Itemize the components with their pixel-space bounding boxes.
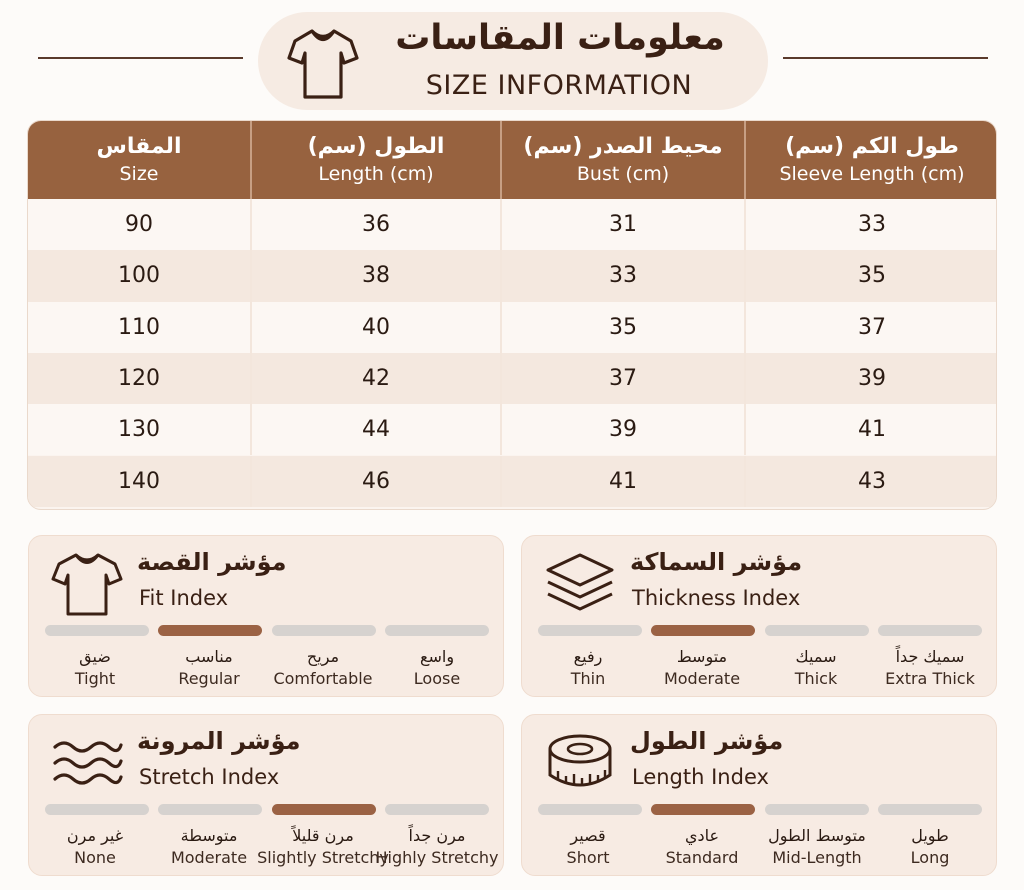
table-cell-length: 42 — [252, 353, 502, 404]
thickness-index-card — [521, 535, 997, 697]
table-cell-length: 40 — [252, 302, 502, 353]
fit-level-bar — [45, 625, 149, 636]
stretch-level-bar — [158, 804, 262, 815]
fit-option-loose — [379, 646, 495, 690]
table-header-row — [28, 121, 997, 199]
length-option-long — [872, 825, 988, 869]
column-header-label-ar: طول الكم (سم) — [785, 134, 959, 159]
fit-level-bar — [385, 625, 489, 636]
table-cell-bust: 39 — [502, 404, 746, 455]
table-cell-size: 100 — [28, 250, 252, 301]
length-option-short — [530, 825, 646, 869]
table-cell-sleeve: 35 — [858, 263, 886, 289]
option-label-en: Thick — [794, 669, 838, 688]
option-label-en: Tight — [74, 669, 116, 688]
option-label-ar: سميك — [795, 647, 837, 666]
table-cell-sleeve: 41 — [858, 417, 886, 443]
option-label-ar: مرن قليلاً — [292, 826, 354, 845]
column-header-size — [28, 121, 252, 199]
option-label-en: Regular — [178, 669, 240, 688]
length-index-card — [521, 714, 997, 876]
table-row — [28, 404, 997, 455]
table-cell-sleeve: 43 — [858, 468, 886, 494]
option-label-ar: واسع — [419, 647, 455, 666]
length-level-bar-selected — [651, 804, 755, 815]
stretch-level-bar-selected — [272, 804, 376, 815]
stretch-option-highly-stretchy — [371, 825, 503, 869]
table-cell-size: 140 — [28, 456, 252, 507]
fit-index-card — [28, 535, 504, 697]
option-label-en: Standard — [665, 848, 739, 867]
column-header-label-en: Size — [119, 163, 159, 185]
length-level-bar — [878, 804, 982, 815]
header-divider-right — [783, 57, 988, 59]
table-row — [28, 199, 997, 250]
option-label-ar: عادي — [684, 826, 720, 845]
thickness-option-thick — [758, 646, 874, 690]
option-label-en: None — [74, 848, 116, 867]
column-header-label-ar: الطول (سم) — [307, 134, 445, 159]
column-header-label-en: Length (cm) — [318, 163, 434, 185]
waves-icon — [51, 729, 123, 797]
table-cell-size: 110 — [28, 302, 252, 353]
stretch-option-moderate — [151, 825, 267, 869]
column-header-label-en: Sleeve Length (cm) — [779, 163, 965, 185]
column-header-length — [252, 121, 502, 199]
option-label-ar: متوسطة — [180, 826, 238, 845]
fit-option-regular — [151, 646, 267, 690]
option-label-ar: متوسط الطول — [768, 826, 866, 845]
thickness-option-thin — [530, 646, 646, 690]
table-cell-bust: 33 — [502, 250, 746, 301]
length-option-mid-length — [752, 825, 882, 869]
column-header-label-ar: المقاس — [96, 134, 182, 159]
table-cell-size: 120 — [28, 353, 252, 404]
fit-index-title-en: Fit Index — [139, 586, 229, 610]
option-label-ar: مرن جداً — [408, 826, 466, 845]
table-cell-size: 90 — [28, 199, 252, 250]
option-label-ar: طويل — [911, 826, 949, 845]
table-cell-bust: 35 — [502, 302, 746, 353]
fit-level-bar-selected — [158, 625, 262, 636]
length-level-bar — [765, 804, 869, 815]
option-label-ar: مناسب — [185, 647, 233, 666]
header-divider-left — [38, 57, 243, 59]
option-label-en: Loose — [413, 669, 461, 688]
fit-option-comfortable — [265, 646, 381, 690]
option-label-ar: قصير — [570, 826, 606, 845]
thickness-index-scale — [538, 625, 982, 637]
option-label-ar: مريح — [306, 647, 340, 666]
size-table — [27, 120, 997, 510]
table-row — [28, 456, 997, 507]
stretch-index-card — [28, 714, 504, 876]
option-label-ar: ضيق — [79, 647, 111, 666]
column-header-sleeve-length — [746, 121, 997, 199]
stretch-index-scale — [45, 804, 489, 816]
length-option-standard — [644, 825, 760, 869]
thickness-level-bar — [878, 625, 982, 636]
option-label-ar: سميك جداً — [895, 647, 965, 666]
table-row — [28, 250, 997, 301]
option-label-en: Comfortable — [273, 669, 373, 688]
option-label-en: Short — [566, 848, 610, 867]
option-label-en: Slightly Stretchy — [257, 848, 389, 867]
table-cell-bust: 31 — [502, 199, 746, 250]
thickness-index-title-en: Thickness Index — [632, 586, 801, 610]
tshirt-icon — [51, 550, 123, 618]
thickness-level-bar-selected — [651, 625, 755, 636]
tshirt-icon — [287, 26, 359, 100]
fit-index-scale — [45, 625, 489, 637]
fit-option-tight — [37, 646, 153, 690]
column-header-bust — [502, 121, 746, 199]
thickness-option-extra-thick — [872, 646, 988, 690]
thickness-index-title-ar: مؤشر السماكة — [630, 548, 803, 576]
option-label-en: Moderate — [663, 669, 741, 688]
table-cell-bust: 41 — [502, 456, 746, 507]
length-index-title-en: Length Index — [632, 765, 769, 789]
thickness-level-bar — [765, 625, 869, 636]
fit-index-title-ar: مؤشر القصة — [137, 548, 287, 576]
option-label-en: Highly Stretchy — [375, 848, 499, 867]
table-cell-length: 44 — [252, 404, 502, 455]
option-label-en: Thin — [570, 669, 606, 688]
option-label-en: Mid-Length — [772, 848, 862, 867]
option-label-ar: رفيع — [573, 647, 603, 666]
table-cell-length: 46 — [252, 456, 502, 507]
stretch-option-none — [37, 825, 153, 869]
length-index-title-ar: مؤشر الطول — [630, 727, 784, 755]
measuring-tape-icon — [544, 729, 616, 797]
table-cell-length: 38 — [252, 250, 502, 301]
page-title-arabic: معلومات المقاسات — [395, 18, 725, 58]
stretch-level-bar — [385, 804, 489, 815]
column-header-label-ar: محيط الصدر (سم) — [523, 134, 723, 159]
table-cell-length: 36 — [252, 199, 502, 250]
page-title-english: SIZE INFORMATION — [425, 70, 693, 101]
stretch-level-bar — [45, 804, 149, 815]
option-label-ar: متوسط — [676, 647, 728, 666]
thickness-level-bar — [538, 625, 642, 636]
table-cell-sleeve: 37 — [858, 314, 886, 340]
table-cell-bust: 37 — [502, 353, 746, 404]
layers-icon — [544, 550, 616, 618]
table-row — [28, 353, 997, 404]
length-index-scale — [538, 804, 982, 816]
fit-level-bar — [272, 625, 376, 636]
column-header-label-en: Bust (cm) — [576, 163, 670, 185]
thickness-option-moderate — [644, 646, 760, 690]
table-cell-sleeve: 39 — [858, 366, 886, 392]
option-label-en: Extra Thick — [885, 669, 975, 688]
table-cell-size: 130 — [28, 404, 252, 455]
option-label-ar: غير مرن — [66, 826, 124, 845]
stretch-index-title-ar: مؤشر المرونة — [137, 727, 301, 755]
option-label-en: Long — [910, 848, 950, 867]
option-label-en: Moderate — [170, 848, 248, 867]
stretch-index-title-en: Stretch Index — [139, 765, 280, 789]
length-level-bar — [538, 804, 642, 815]
table-cell-sleeve: 33 — [858, 212, 886, 238]
table-row — [28, 302, 997, 353]
